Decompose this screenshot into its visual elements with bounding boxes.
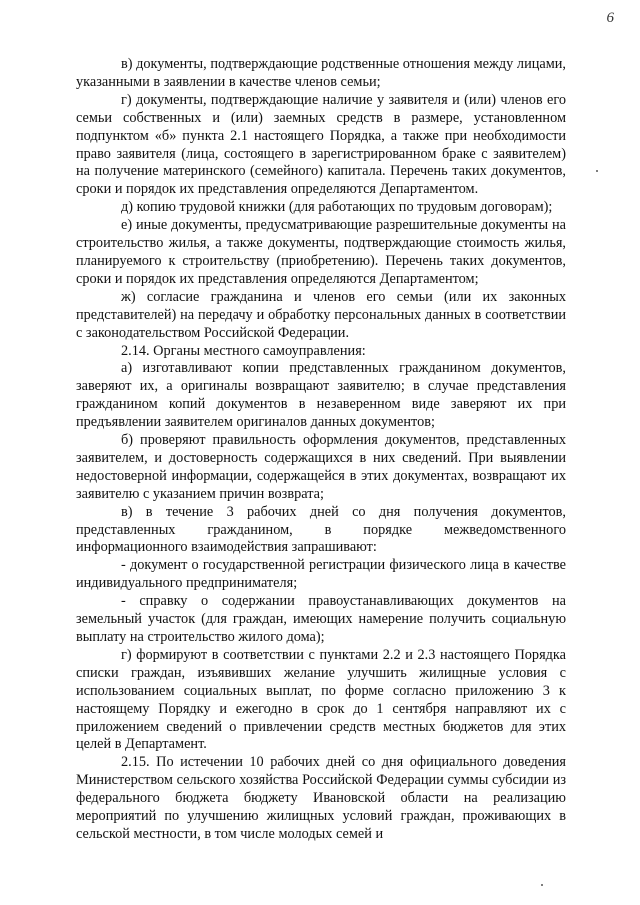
paragraph-consent: ж) согласие гражданина и членов его семьи (или их законных представителей) на передачу и обработку персональных данных в соответствии с законодательством Российской Федерации. bbox=[76, 288, 566, 341]
paragraph-employment-record: д) копию трудовой книжки (для работающих по трудовым договорам); bbox=[121, 199, 553, 216]
list-item-land-certificate: - справку о содержании правоустанавливающих документов на земельный участок (для граждан, имеющих намерение получить социальную выплату на строительство жилого дома); bbox=[76, 593, 566, 645]
paragraph-documents-relations: в) документы, подтверждающие родственные отношения между лицами, указанными в заявлении в качестве членов семьи; bbox=[76, 56, 566, 90]
paragraph-verification: б) проверяют правильность оформления документов, представленных заявителем, и достоверность содержащихся в них сведений. При выявлении недостоверной информации, содержащейся в этих документах, возвращают их заявителю с указанием причин возврата; bbox=[76, 432, 566, 502]
paragraph-copies: а) изготавливают копии представленных гражданином документов, заверяют их, а оригиналы возвращают заявителю; в случае представления гражданином копий документов в незаверенном виде заверяют их при предъявлении заявителем оригиналов данных документов; bbox=[76, 360, 566, 431]
page-number: 6 bbox=[606, 10, 614, 26]
paragraph-other-documents: е) иные документы, предусматривающие разрешительные документы на строительство жилья, а также документы, подтверждающие стоимость жилья, планируемого к строительству (приобретению). Перечень таких документов, сроки и порядок их представления определяются Департаментом; bbox=[76, 217, 566, 287]
scan-speck bbox=[541, 884, 543, 886]
paragraph-lists-formation: г) формируют в соответствии с пунктами 2.2 и 2.3 настоящего Порядка списки граждан, изъявивших желание улучшить жилищные условия с использованием социальных выплат, по форме согласно приложению 3 к настоящему Порядку и ежегодно в срок до 1 сентября направляют их с приложением сведений о привлечении средств местных бюджетов для этих целей в Департамент. bbox=[76, 646, 566, 753]
document-body bbox=[76, 56, 566, 844]
paragraph-documents-funds: г) документы, подтверждающие наличие у заявителя и (или) членов его семьи собственных и (или) заемных средств в размере, установленном подпунктом «б» пункта 2.1 настоящего Порядка, а также при необходимости право заявителя (лица, состоящего в зарегистрированном браке с заявителем) на получение материнского (семейного) капитала. Перечень таких документов, сроки и порядок их представления определяются Департаментом. bbox=[76, 91, 566, 198]
scan-speck bbox=[596, 170, 598, 172]
paragraph-interagency-request: в) в течение 3 рабочих дней со дня получения документов, представленных гражданином, в порядке межведомственного информационного взаимодействия запрашивают: bbox=[76, 503, 566, 556]
section-heading-2-14: 2.14. Органы местного самоуправления: bbox=[121, 342, 366, 359]
section-paragraph-2-15: 2.15. По истечении 10 рабочих дней со дня официального доведения Министерством сельского хозяйства Российской Федерации суммы субсидии из федерального бюджета бюджету Ивановской области на реализацию мероприятий по улучшению жилищных условий граждан, проживающих в сельской местности, в том числе молодых семей и bbox=[76, 754, 566, 842]
list-item-registration: - документ о государственной регистрации физического лица в качестве индивидуального предпринимателя; bbox=[76, 557, 566, 592]
